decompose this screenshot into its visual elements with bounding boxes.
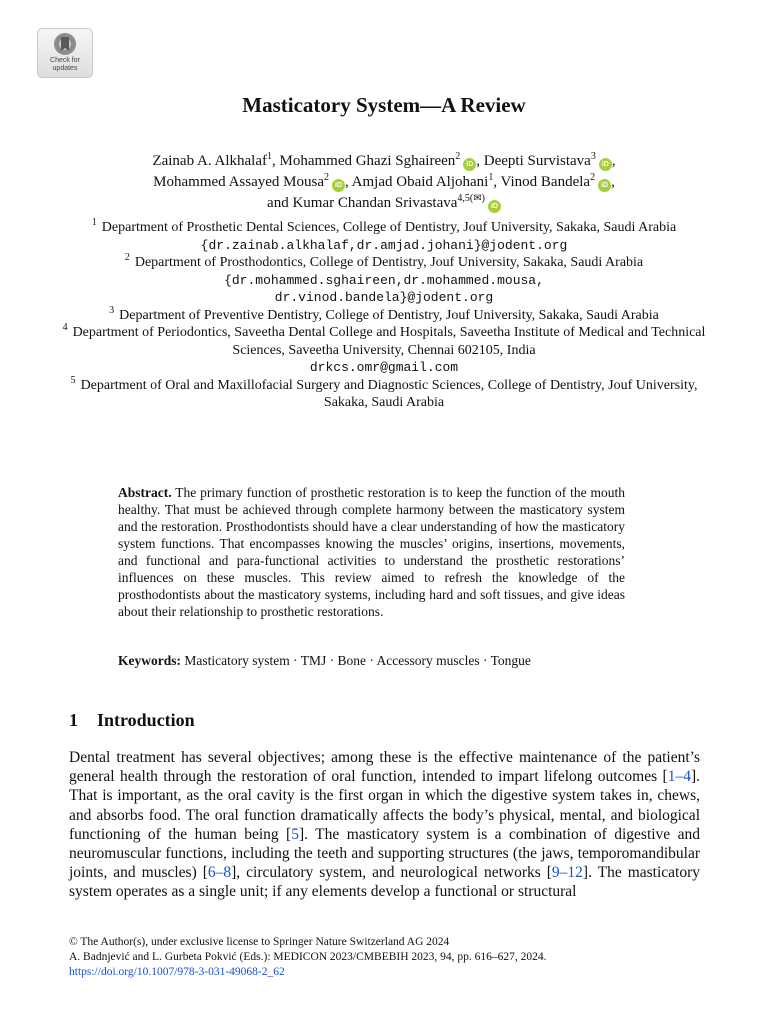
citation-link[interactable]: 1–4: [667, 768, 691, 786]
copyright-line: © The Author(s), under exclusive license to Springer Nature Switzerland AG 2024: [69, 936, 450, 948]
orcid-icon[interactable]: iD: [463, 158, 476, 171]
affiliation-5: [60, 374, 708, 412]
body-text: ]. The masticatory system is a combination of digestive and neuromuscular functions, including the teeth and supporting structures (the jaws, temporomandibular joints, and muscles) [: [69, 825, 700, 882]
affiliation-number: 3: [109, 304, 115, 316]
author-affiliation-mark: 1: [266, 151, 272, 162]
orcid-icon[interactable]: iD: [488, 200, 501, 213]
section-number: 1: [69, 710, 78, 730]
affiliation-email[interactable]: {dr.mohammed.sghaireen,dr.mohammed.mousa, dr.vinod.bandela}@jodent.org: [224, 272, 544, 305]
footer: [69, 935, 547, 980]
separator: ,: [611, 153, 616, 169]
author-name: Zainab A. Alkhalaf: [152, 153, 267, 169]
citation-link[interactable]: 5: [291, 825, 299, 843]
author-name: and Kumar Chandan Srivastava: [267, 195, 458, 211]
author-name: , Mohammed Ghazi Sghaireen: [271, 153, 456, 169]
affiliation-text: Department of Oral and Maxillofacial Surgery and Diagnostic Sciences, College of Dentistry, Jouf University, Sakaka, Saudi Arabia: [80, 377, 698, 410]
author-affiliation-mark: 1: [488, 172, 494, 183]
badge-line-1: Check for: [50, 57, 80, 64]
body-text: ]. That is important, as the oral cavity is the first organ in which the digestive system takes in, chews, and absorbs food. The oral function dramatically affects the body’s physical, mental, and biological functioning of the human being [: [69, 768, 700, 843]
author-affiliation-mark: 2: [590, 172, 596, 183]
author-affiliation-mark: 4,5(✉): [457, 193, 485, 204]
affiliation-3: [60, 304, 708, 325]
author-affiliation-mark: 2: [324, 172, 329, 183]
affiliation-text: Department of Periodontics, Saveetha Dental College and Hospitals, Saveetha Institute of Medical and Technical Sciences, Saveetha University, Chennai 602105, India: [72, 325, 706, 358]
affiliation-number: 1: [91, 217, 97, 229]
affiliation-email[interactable]: drkcs.omr@gmail.com: [309, 360, 459, 375]
affiliation-number: 4: [62, 322, 68, 334]
check-for-updates-badge[interactable]: [37, 28, 93, 78]
paper-title: Masticatory System—A Review: [242, 93, 526, 117]
affiliation-text: Department of Prosthodontics, College of Dentistry, Jouf University, Sakaka, Saudi Arabia: [134, 255, 644, 270]
author-name: , Vinod Bandela: [493, 174, 591, 190]
separator: ,: [611, 174, 615, 190]
keywords-text: Masticatory system · TMJ · Bone · Accessory muscles · Tongue: [184, 653, 531, 668]
body-paragraph: [69, 748, 700, 902]
body-text: ], circulatory system, and neurological networks [: [231, 864, 552, 882]
body-text: ]. The masticatory system operates as a single unit; if any elements develop a functional or structural: [69, 864, 701, 901]
author-name: , Amjad Obaid Aljohani: [345, 174, 489, 190]
affiliation-text: Department of Preventive Dentistry, College of Dentistry, Jouf University, Sakaka, Saudi Arabia: [119, 307, 659, 323]
doi-link[interactable]: https://doi.org/10.1007/978-3-031-49068-2_62: [69, 966, 285, 978]
body-text: Dental treatment has several objectives; among these is the effective maintenance of the patient’s general health through the restoration of oral function, intended to impart lifelong outcomes [: [69, 749, 700, 786]
affiliation-2: [60, 254, 708, 307]
section-heading: [69, 710, 195, 731]
affiliation-4: [60, 324, 708, 377]
abstract: [118, 484, 625, 620]
abstract-text: The primary function of prosthetic restoration is to keep the function of the mouth healthy. That must be achieved through complete harmony between the masticatory system and the restoration. Prosthodontists should have a clear understanding of how the masticatory system functions. That encompasses knowing the muscles’ origins, insertions, movements, and functional and para-functional activities to understand the prosthetic restorations’ influences on these muscles. This review aimed to refresh the knowledge of the prosthodontists about the masticatory systems, including hard and soft tissues, and give ideas about their relationship to prosthetic restorations.: [118, 485, 625, 619]
citation-link[interactable]: 6–8: [207, 864, 232, 882]
author-affiliation-mark: 3: [590, 151, 596, 162]
author-affiliation-mark: 2: [455, 151, 461, 162]
orcid-icon[interactable]: iD: [599, 158, 612, 171]
affiliation-text: Department of Prosthetic Dental Sciences, College of Dentistry, Jouf University, Sakaka, Saudi Arabia: [101, 220, 677, 235]
affiliation-email[interactable]: {dr.zainab.alkhalaf,dr.amjad.johani}@jodent.org: [200, 237, 568, 253]
author-name: , Deepti Survistava: [476, 153, 591, 169]
section-title: Introduction: [97, 710, 195, 730]
orcid-icon[interactable]: iD: [332, 179, 345, 192]
keywords-label: Keywords:: [118, 653, 181, 668]
citation-line: A. Badnjević and L. Gurbeta Pokvić (Eds.): MEDICON 2023/CMBEBIH 2023, 94, pp. 616–627, 2024.: [69, 951, 547, 963]
author-name: Mohammed Assayed Mousa: [153, 174, 324, 190]
author-list: [60, 151, 708, 214]
keywords: [118, 653, 625, 669]
affiliation-number: 2: [124, 252, 130, 264]
affiliation-1: [60, 219, 708, 254]
bookmark-icon: [53, 32, 77, 56]
badge-line-2: updates: [52, 65, 78, 72]
orcid-icon[interactable]: iD: [598, 179, 611, 192]
abstract-label: Abstract.: [118, 485, 172, 500]
affiliation-number: 5: [70, 374, 76, 386]
citation-link[interactable]: 9–12: [551, 864, 583, 882]
affiliations: [60, 219, 708, 412]
